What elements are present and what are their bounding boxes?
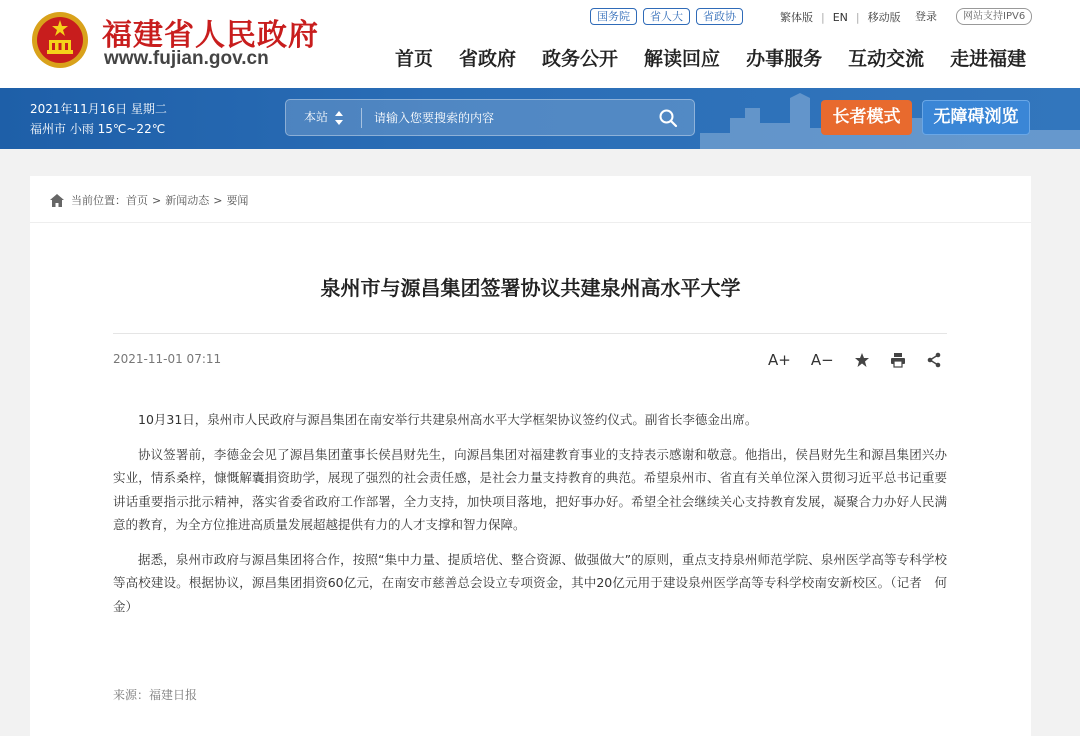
search-box (285, 99, 695, 136)
font-larger-button[interactable]: A+ (768, 351, 791, 369)
quick-links (590, 8, 743, 26)
breadcrumb-separator: > (152, 193, 162, 207)
divider (30, 222, 1031, 223)
link-provincial-cppcc[interactable]: 省政协 (696, 8, 743, 25)
nav-interaction[interactable]: 互动交流 (848, 48, 925, 70)
link-state-council[interactable]: 国务院 (590, 8, 637, 25)
article-tools (768, 350, 942, 370)
home-icon (50, 194, 64, 207)
site-name[interactable]: 福建省人民政府 (102, 18, 319, 53)
article-source: 来源：福建日报 (113, 688, 198, 702)
up-down-arrow-icon[interactable] (334, 110, 344, 126)
nav-home[interactable]: 首页 (395, 48, 434, 70)
mobile-link[interactable]: 移动版 (867, 11, 901, 24)
elder-mode-button[interactable]: 长者模式 (821, 100, 912, 135)
date-text: 2021年11月16日 星期二 (30, 102, 167, 116)
search-scope-select[interactable]: 本站 (304, 110, 329, 124)
article-card (30, 176, 1031, 736)
breadcrumb (50, 192, 248, 208)
search-band (0, 88, 1080, 149)
divider: | (821, 10, 825, 24)
traditional-chinese-link[interactable]: 繁体版 (780, 11, 813, 24)
nav-government-affairs[interactable]: 政务公开 (542, 48, 619, 70)
link-provincial-congress[interactable]: 省人大 (643, 8, 690, 25)
site-domain[interactable]: www.fujian.gov.cn (104, 48, 269, 69)
divider: | (855, 10, 860, 24)
publish-time: 2021-11-01 07:11 (113, 352, 222, 366)
article-paragraph: 协议签署前，李德金会见了源昌集团董事长侯昌财先生，向源昌集团对福建教育事业的支持表示感谢和敬意。他指出，侯昌财先生和源昌集团兴办实业，情系桑梓，慷慨解囊捐资助学，展现了强烈的社会责任感，是社会力量支持教育的典范。希望泉州市、省直有关单位深入贯彻习近平总书记重要讲话重要指示批示精神，落实省委省政府工作部署，全力支持，加快项目落地，把好事办好。希望全社会继续关心支持教育发展，凝聚合力办好人民满意的教育，为全方位推进高质量发展超越提供有力的人才支撑和智力保障。 (113, 446, 947, 532)
nav-services[interactable]: 办事服务 (746, 48, 823, 70)
star-icon[interactable] (854, 352, 870, 368)
article-content (113, 408, 947, 629)
nav-interpretation[interactable]: 解读回应 (644, 48, 721, 70)
article-title: 泉州市与源昌集团签署协议共建泉州高水平大学 (320, 276, 741, 300)
site-header (0, 0, 1080, 88)
share-icon[interactable] (926, 352, 942, 368)
font-smaller-button[interactable]: A− (810, 351, 834, 369)
breadcrumb-headlines[interactable]: 要闻 (226, 194, 249, 207)
breadcrumb-home[interactable]: 首页 (126, 194, 148, 207)
search-icon[interactable] (658, 108, 678, 128)
breadcrumb-label: 当前位置： (71, 194, 126, 207)
accessible-browse-button[interactable]: 无障碍浏览 (922, 100, 1030, 135)
breadcrumb-separator: > (213, 193, 223, 207)
top-tools (780, 8, 901, 26)
article-paragraph: 据悉，泉州市政府与源昌集团将合作，按照“集中力量、提质培优、整合资源、做强做大”的原则，重点支持泉州师范学院、泉州医学高等专科学校等高校建设。根据协议，源昌集团捐资60亿元，在南安市慈善总会设立专项资金，其中20亿元用于建设泉州医学高等专科学校南安新校区。（记者 何金） (113, 551, 947, 614)
nav-about-fujian[interactable]: 走进福建 (950, 48, 1027, 70)
national-emblem-icon[interactable] (30, 10, 90, 70)
login-link[interactable]: 登录 (915, 10, 937, 23)
ipv6-badge: 网站支持IPV6 (956, 8, 1032, 25)
main-nav (395, 44, 1026, 71)
english-link[interactable]: EN (832, 10, 848, 24)
divider (113, 333, 947, 334)
breadcrumb-news[interactable]: 新闻动态 (165, 194, 210, 207)
search-input[interactable] (374, 100, 644, 135)
article-paragraph: 10月31日，泉州市人民政府与源昌集团在南安举行共建泉州高水平大学框架协议签约仪式。副省长李德金出席。 (138, 412, 758, 427)
print-icon[interactable] (890, 352, 906, 368)
nav-provincial-government[interactable]: 省政府 (459, 48, 517, 70)
weather-text: 福州市 小雨 15℃~22℃ (30, 122, 166, 136)
search-divider (361, 108, 362, 128)
